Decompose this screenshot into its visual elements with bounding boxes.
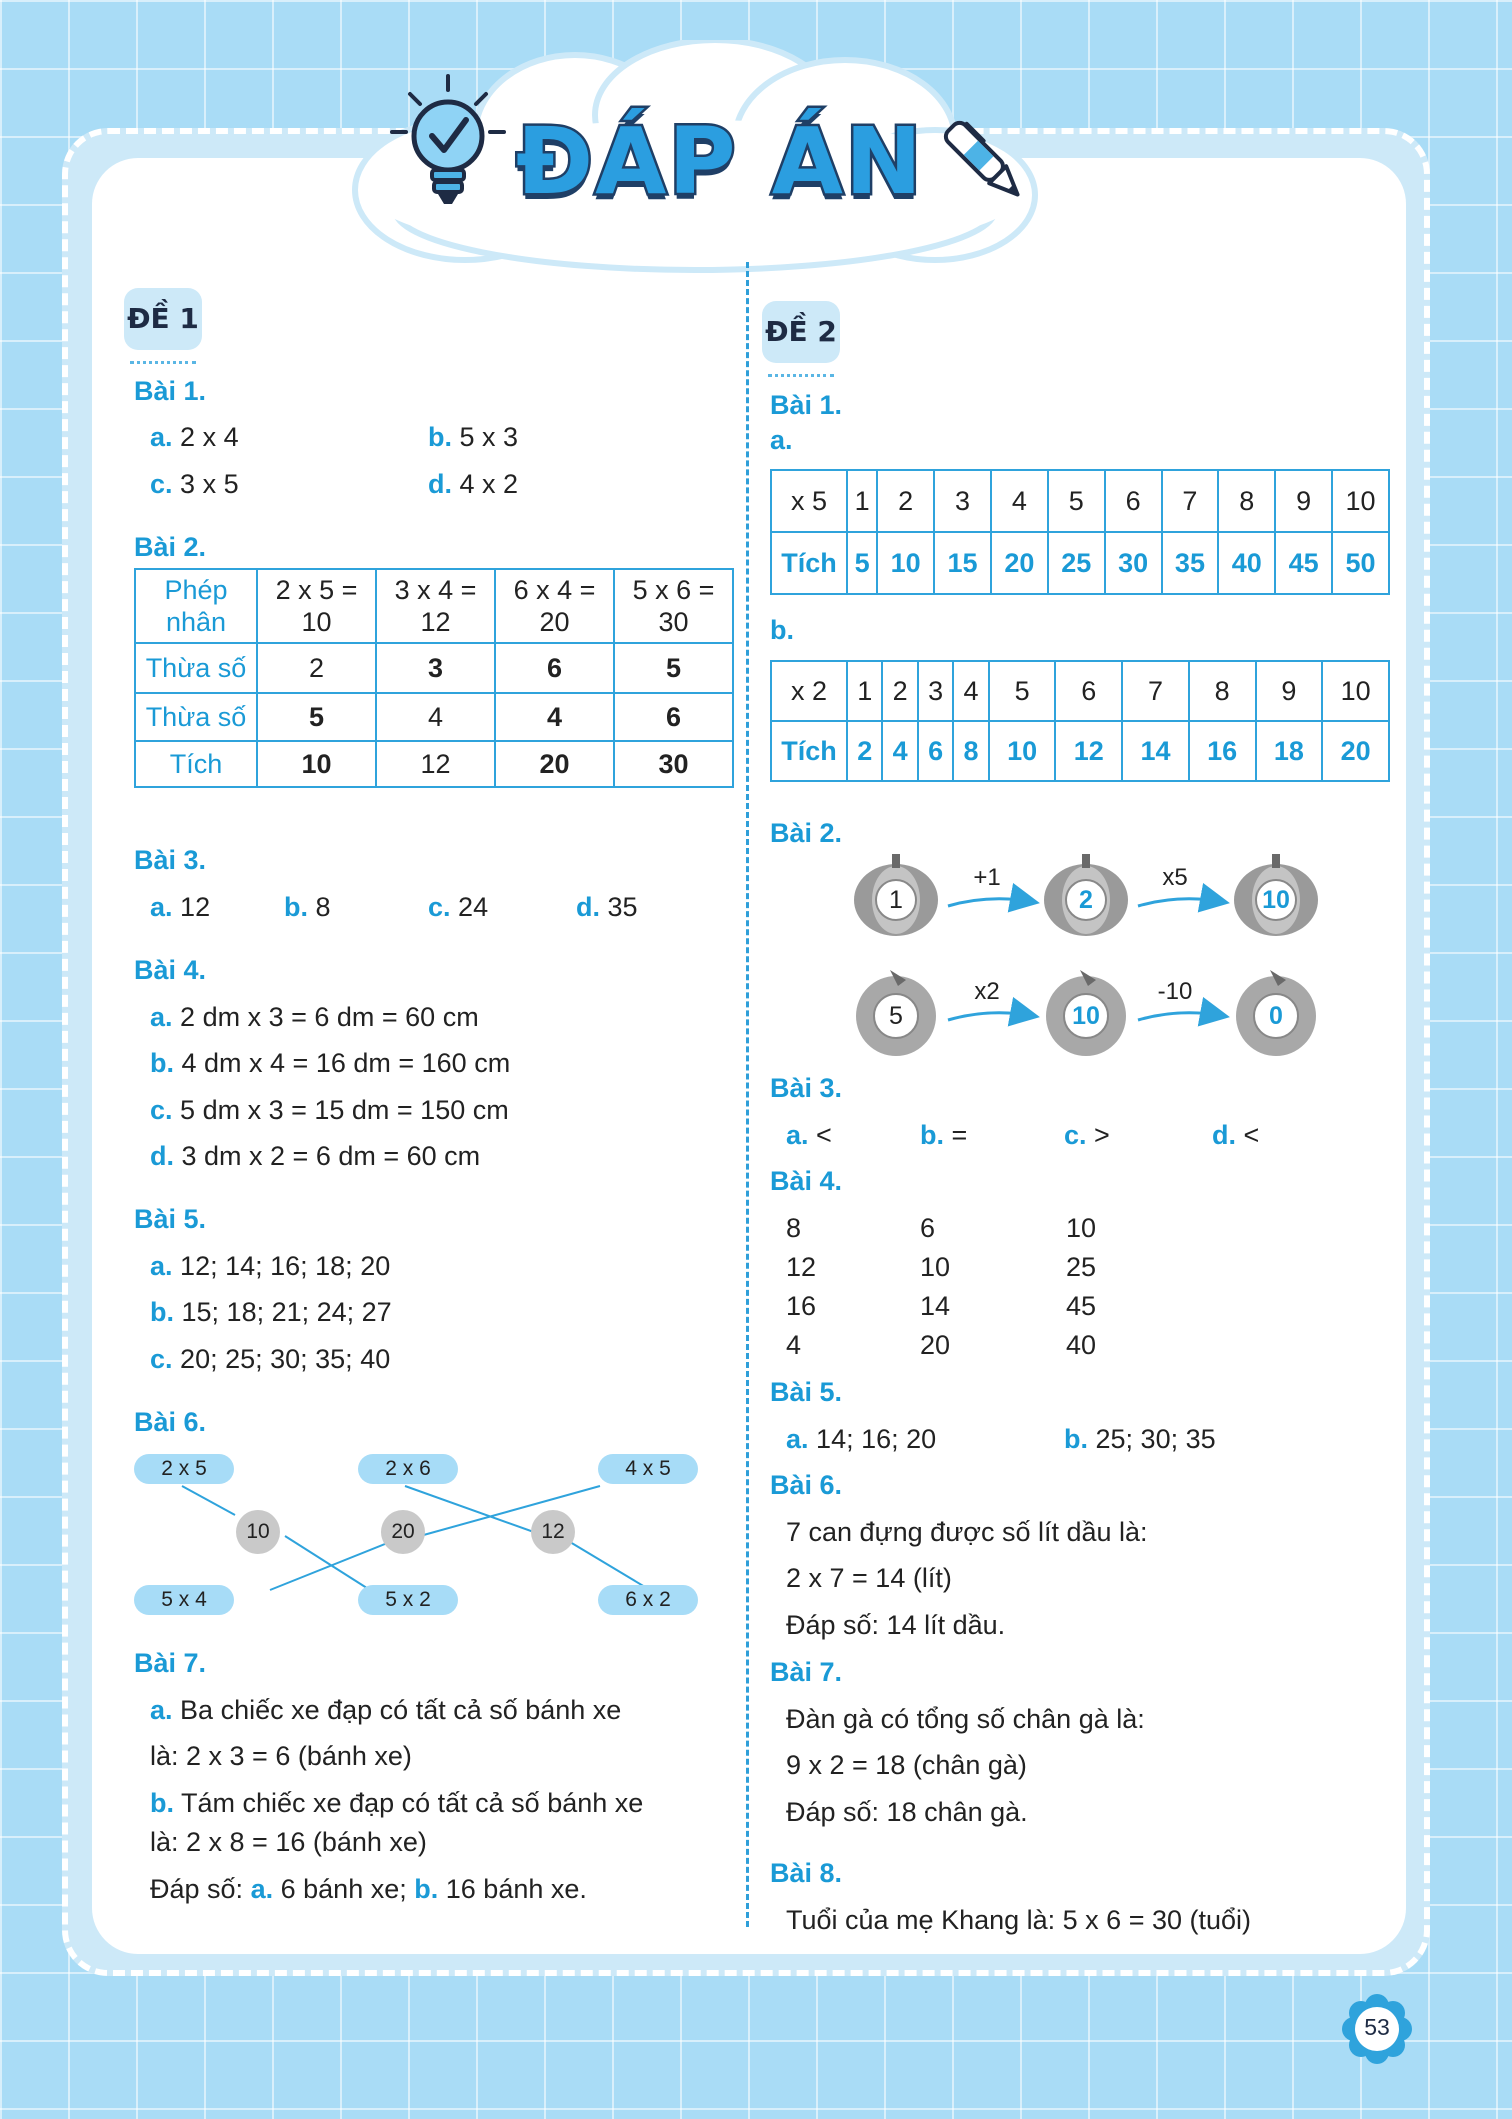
table-cell: 20 (495, 741, 614, 787)
de1-bai7-a-line1: a. Ba chiếc xe đạp có tất cả số bánh xe (150, 1695, 622, 1725)
de1-bai6-top-2: 2 x 6 (358, 1454, 458, 1484)
table-cell: 18 (1256, 721, 1323, 781)
table-cell: 7 (1122, 661, 1189, 721)
table-cell: 9 (1275, 470, 1332, 532)
de1-bai6-result-3: 12 (531, 1510, 575, 1554)
de1-bai7-answer: Đáp số: a. 6 bánh xe; b. 16 bánh xe. (150, 1874, 587, 1904)
table-cell: 7 (1162, 470, 1219, 532)
de2-bai4-r1c2: 6 (920, 1213, 936, 1243)
lightbulb-icon (388, 72, 508, 212)
table-cell: 5 (847, 532, 877, 594)
table-cell: 1 (847, 470, 877, 532)
table-cell: 9 (1256, 661, 1323, 721)
de1-bai4-heading: Bài 4. (134, 955, 207, 985)
de1-bai5-c: c. 20; 25; 30; 35; 40 (150, 1344, 391, 1374)
de1-bai1-d: d. 4 x 2 (428, 469, 519, 499)
pen-icon (935, 112, 1035, 212)
table-cell: 6 (495, 643, 614, 693)
de2-bai7-line2: 9 x 2 = 18 (chân gà) (786, 1750, 1027, 1780)
de2-bai4-heading: Bài 4. (770, 1166, 843, 1196)
table-cell: 5 (614, 643, 733, 693)
de1-bai3-d: d. 35 (576, 892, 638, 922)
de1-bai7-heading: Bài 7. (134, 1648, 207, 1678)
table-cell: 6 (1055, 661, 1122, 721)
table-cell: 8 (1189, 661, 1256, 721)
table-cell: 6 (918, 721, 953, 781)
table-cell: x 5 (771, 470, 847, 532)
bai2-op-4: -10 (1157, 978, 1193, 1005)
de1-bai6-bottom-2: 5 x 2 (358, 1585, 458, 1615)
de1-bai6-heading: Bài 6. (134, 1407, 207, 1437)
table-cell: Phép nhân (135, 569, 257, 643)
table-cell: 5 (989, 661, 1056, 721)
de2-bai6-heading: Bài 6. (770, 1470, 843, 1500)
de2-bai3-heading: Bài 3. (770, 1073, 843, 1103)
bai2-num-1: 1 (889, 886, 903, 914)
table-cell: 10 (1332, 470, 1389, 532)
table-row (135, 643, 733, 693)
de1-bai4-b: b. 4 dm x 4 = 16 dm = 160 cm (150, 1048, 511, 1078)
page-title: ĐÁP ÁN (516, 108, 924, 215)
de2-bai5-heading: Bài 5. (770, 1377, 843, 1407)
de1-bai6-top-3: 4 x 5 (598, 1454, 698, 1484)
de2-bai8-heading: Bài 8. (770, 1858, 843, 1888)
table-cell: Tích (135, 741, 257, 787)
bai2-num-2: 2 (1079, 886, 1093, 914)
de1-bai6-top-1: 2 x 5 (134, 1454, 234, 1484)
bai2-op-1: +1 (973, 864, 1001, 891)
table-cell: 50 (1332, 532, 1389, 594)
table-cell: 16 (1189, 721, 1256, 781)
de1-bai1-a: a. 2 x 4 (150, 422, 239, 452)
table-cell: 40 (1218, 532, 1275, 594)
table-cell: 8 (1218, 470, 1275, 532)
bai2-num-6: 0 (1269, 1002, 1283, 1030)
table-cell: 4 (991, 470, 1048, 532)
table-cell: 20 (1322, 721, 1389, 781)
table-row (135, 693, 733, 741)
de2-bai4-r4c3: 40 (1066, 1330, 1097, 1360)
table-cell: 6 x 4 = 20 (495, 569, 614, 643)
de1-bai3-b: b. 8 (284, 892, 331, 922)
table-cell: 3 x 4 = 12 (376, 569, 495, 643)
table-row (135, 741, 733, 787)
de2-bai3-b: b. = (920, 1120, 968, 1150)
bai2-num-3: 10 (1262, 886, 1290, 914)
de2-bai3-a: a. < (786, 1120, 832, 1150)
page-number: 53 (1364, 2014, 1390, 2040)
de2-bai6-line1: 7 can đựng được số lít dầu là: (786, 1517, 1148, 1547)
de1-bai6-result-1: 10 (236, 1510, 280, 1554)
de1-bai1-c: c. 3 x 5 (150, 469, 239, 499)
de2-bai4-r3c2: 14 (920, 1291, 951, 1321)
de2-bai2-diagram (840, 840, 1340, 1100)
de2-bai4-r3c1: 16 (786, 1291, 817, 1321)
bai2-num-5: 10 (1072, 1002, 1100, 1030)
de2-tag: ĐỀ 2 (762, 301, 840, 363)
de1-bai6-bottom-3: 6 x 2 (598, 1585, 698, 1615)
table-cell: 2 (847, 721, 882, 781)
table-row (135, 569, 733, 643)
table-cell: 45 (1275, 532, 1332, 594)
table-cell: 5 (257, 693, 376, 741)
table-cell: 3 (376, 643, 495, 693)
bai2-num-4: 5 (889, 1002, 903, 1030)
de2-bai1-b-label: b. (770, 615, 794, 645)
de2-bai5-b: b. 25; 30; 35 (1064, 1424, 1216, 1454)
de2-bai3-d: d. < (1212, 1120, 1260, 1150)
table-cell: 25 (1048, 532, 1105, 594)
de2-bai8-line1: Tuổi của mẹ Khang là: 5 x 6 = 30 (tuổi) (786, 1905, 1252, 1935)
table-row (771, 721, 1389, 781)
table-cell: Thừa số (135, 643, 257, 693)
table-cell: 2 (882, 661, 917, 721)
de1-bai6-result-2: 20 (381, 1510, 425, 1554)
table-cell: 35 (1162, 532, 1219, 594)
de2-bai4-r2c1: 12 (786, 1252, 817, 1282)
de1-bai4-d: d. 3 dm x 2 = 6 dm = 60 cm (150, 1141, 481, 1171)
de1-bai5-b: b. 15; 18; 21; 24; 27 (150, 1297, 392, 1327)
bai2-op-3: x2 (974, 978, 1000, 1005)
de2-bai4-r2c2: 10 (920, 1252, 951, 1282)
de1-bai3-a: a. 12 (150, 892, 211, 922)
table-cell: 12 (376, 741, 495, 787)
de2-bai4-r1c3: 10 (1066, 1213, 1097, 1243)
de2-bai2-heading: Bài 2. (770, 818, 843, 848)
de2-bai4-r1c1: 8 (786, 1213, 802, 1243)
table-cell: 10 (877, 532, 934, 594)
table-cell: 4 (953, 661, 988, 721)
table-cell: 20 (991, 532, 1048, 594)
table-cell: 3 (934, 470, 991, 532)
table-row (771, 661, 1389, 721)
de1-bai7-b-line2: là: 2 x 8 = 16 (bánh xe) (150, 1827, 427, 1857)
de1-bai5-heading: Bài 5. (134, 1204, 207, 1234)
table-cell: 2 (877, 470, 934, 532)
de2-bai1-heading: Bài 1. (770, 390, 843, 420)
de1-bai2-heading: Bài 2. (134, 532, 207, 562)
de1-bai3-heading: Bài 3. (134, 845, 207, 875)
table-cell: 10 (257, 741, 376, 787)
de1-bai4-a: a. 2 dm x 3 = 6 dm = 60 cm (150, 1002, 479, 1032)
table-cell: 6 (614, 693, 733, 741)
de2-bai1-a-label: a. (770, 425, 793, 455)
table-cell: 4 (882, 721, 917, 781)
de1-bai7-a-line2: là: 2 x 3 = 6 (bánh xe) (150, 1741, 412, 1771)
table-cell: 2 x 5 = 10 (257, 569, 376, 643)
table-cell: Tích (771, 721, 847, 781)
de2-bai1-table-a (770, 469, 1390, 595)
table-cell: Tích (771, 532, 847, 594)
de2-bai1-table-b (770, 660, 1390, 782)
table-cell: 5 (1048, 470, 1105, 532)
table-cell: x 2 (771, 661, 847, 721)
de2-bai5-a: a. 14; 16; 20 (786, 1424, 937, 1454)
de1-bai1-b: b. 5 x 3 (428, 422, 519, 452)
table-cell: 30 (614, 741, 733, 787)
de1-bai1-heading: Bài 1. (134, 376, 207, 406)
de2-bai6-line3: Đáp số: 14 lít dầu. (786, 1610, 1006, 1640)
de2-bai7-heading: Bài 7. (770, 1657, 843, 1687)
table-cell: 4 (495, 693, 614, 741)
de2-bai4-r3c3: 45 (1066, 1291, 1097, 1321)
de2-bai4-r4c2: 20 (920, 1330, 951, 1360)
table-cell: 6 (1105, 470, 1162, 532)
de1-tag: ĐỀ 1 (124, 288, 202, 350)
de2-bai4-r4c1: 4 (786, 1330, 802, 1360)
table-cell: 14 (1122, 721, 1189, 781)
table-row (771, 532, 1389, 594)
table-cell: 10 (1322, 661, 1389, 721)
de1-bai5-a: a. 12; 14; 16; 18; 20 (150, 1251, 391, 1281)
de2-bai7-line3: Đáp số: 18 chân gà. (786, 1797, 1028, 1827)
de1-bai6-bottom-1: 5 x 4 (134, 1585, 234, 1615)
table-cell: 15 (934, 532, 991, 594)
de2-bai4-r2c3: 25 (1066, 1252, 1097, 1282)
de2-bai3-c: c. > (1064, 1120, 1110, 1150)
de1-bai4-c: c. 5 dm x 3 = 15 dm = 150 cm (150, 1095, 509, 1125)
de1-bai7-b-line1: b. Tám chiếc xe đạp có tất cả số bánh xe (150, 1788, 644, 1818)
table-cell: 4 (376, 693, 495, 741)
table-cell: 5 x 6 = 30 (614, 569, 733, 643)
bai2-op-2: x5 (1162, 864, 1188, 891)
de2-bai7-line1: Đàn gà có tổng số chân gà là: (786, 1704, 1145, 1734)
de1-bai2-table (134, 568, 734, 788)
de1-bai3-c: c. 24 (428, 892, 489, 922)
table-cell: 30 (1105, 532, 1162, 594)
table-cell: 3 (918, 661, 953, 721)
table-cell: 10 (989, 721, 1056, 781)
table-cell: 8 (953, 721, 988, 781)
de2-bai6-line2: 2 x 7 = 14 (lít) (786, 1563, 952, 1593)
table-cell: 2 (257, 643, 376, 693)
table-row (771, 470, 1389, 532)
column-divider (746, 262, 749, 1927)
table-cell: 1 (847, 661, 882, 721)
table-cell: 12 (1055, 721, 1122, 781)
table-cell: Thừa số (135, 693, 257, 741)
